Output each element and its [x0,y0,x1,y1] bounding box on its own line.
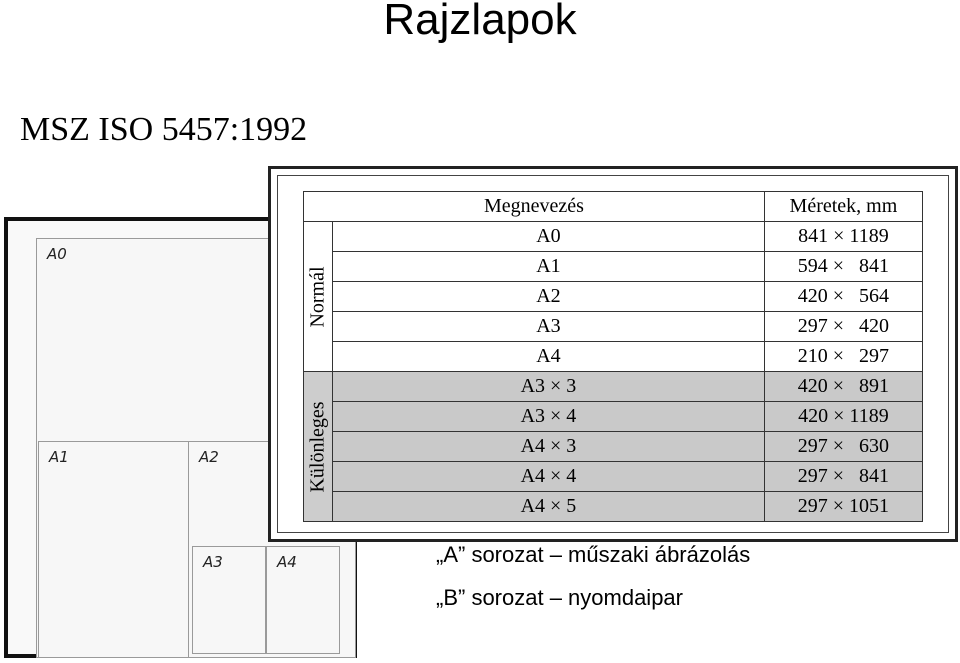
row-size: 297 × 630 [764,432,922,462]
paper-a3-label: A3 [203,553,223,571]
row-size: 420 × 1189 [764,402,922,432]
table-row [304,252,923,282]
row-name: A4 [333,342,765,372]
row-size: 297 × 1051 [764,492,922,522]
paper-a3 [192,546,266,654]
row-size: 297 × 841 [764,462,922,492]
paper-a4 [266,546,340,654]
header-name: Megnevezés [304,192,765,222]
row-name: A3 [333,312,765,342]
table-header-row [304,192,923,222]
row-name: A4 × 3 [333,432,765,462]
group-normal [304,222,333,372]
table-row [304,402,923,432]
paper-a2-label: A2 [199,448,219,466]
paper-a4-label: A4 [277,553,297,571]
paper-a1-label: A1 [49,448,69,466]
group-special-label: Különleges [306,400,329,493]
row-size: 420 × 891 [764,372,922,402]
group-normal-label: Normál [306,265,329,328]
group-special [304,372,333,522]
row-name: A3 × 3 [333,372,765,402]
series-a-note: „A” sorozat – műszaki ábrázolás [436,542,751,567]
row-size: 210 × 297 [764,342,922,372]
table-row [304,372,923,402]
row-name: A3 × 4 [333,402,765,432]
row-size: 841 × 1189 [764,222,922,252]
table-row [304,432,923,462]
page-title: Rajzlapok [383,0,577,44]
row-name: A1 [333,252,765,282]
table-row [304,462,923,492]
row-size: 594 × 841 [764,252,922,282]
table-row [304,222,923,252]
series-b-note: „B” sorozat – nyomdaipar [436,585,683,610]
table-row [304,282,923,312]
size-table-panel [268,166,958,542]
row-name: A4 × 4 [333,462,765,492]
row-name: A0 [333,222,765,252]
row-name: A4 × 5 [333,492,765,522]
header-size: Méretek, mm [764,192,922,222]
row-name: A2 [333,282,765,312]
table-row [304,312,923,342]
table-row [304,342,923,372]
paper-a0-label: A0 [47,245,67,263]
standard-subtitle: MSZ ISO 5457:1992 [20,111,308,148]
size-table [303,191,923,522]
table-row [304,492,923,522]
row-size: 420 × 564 [764,282,922,312]
row-size: 297 × 420 [764,312,922,342]
